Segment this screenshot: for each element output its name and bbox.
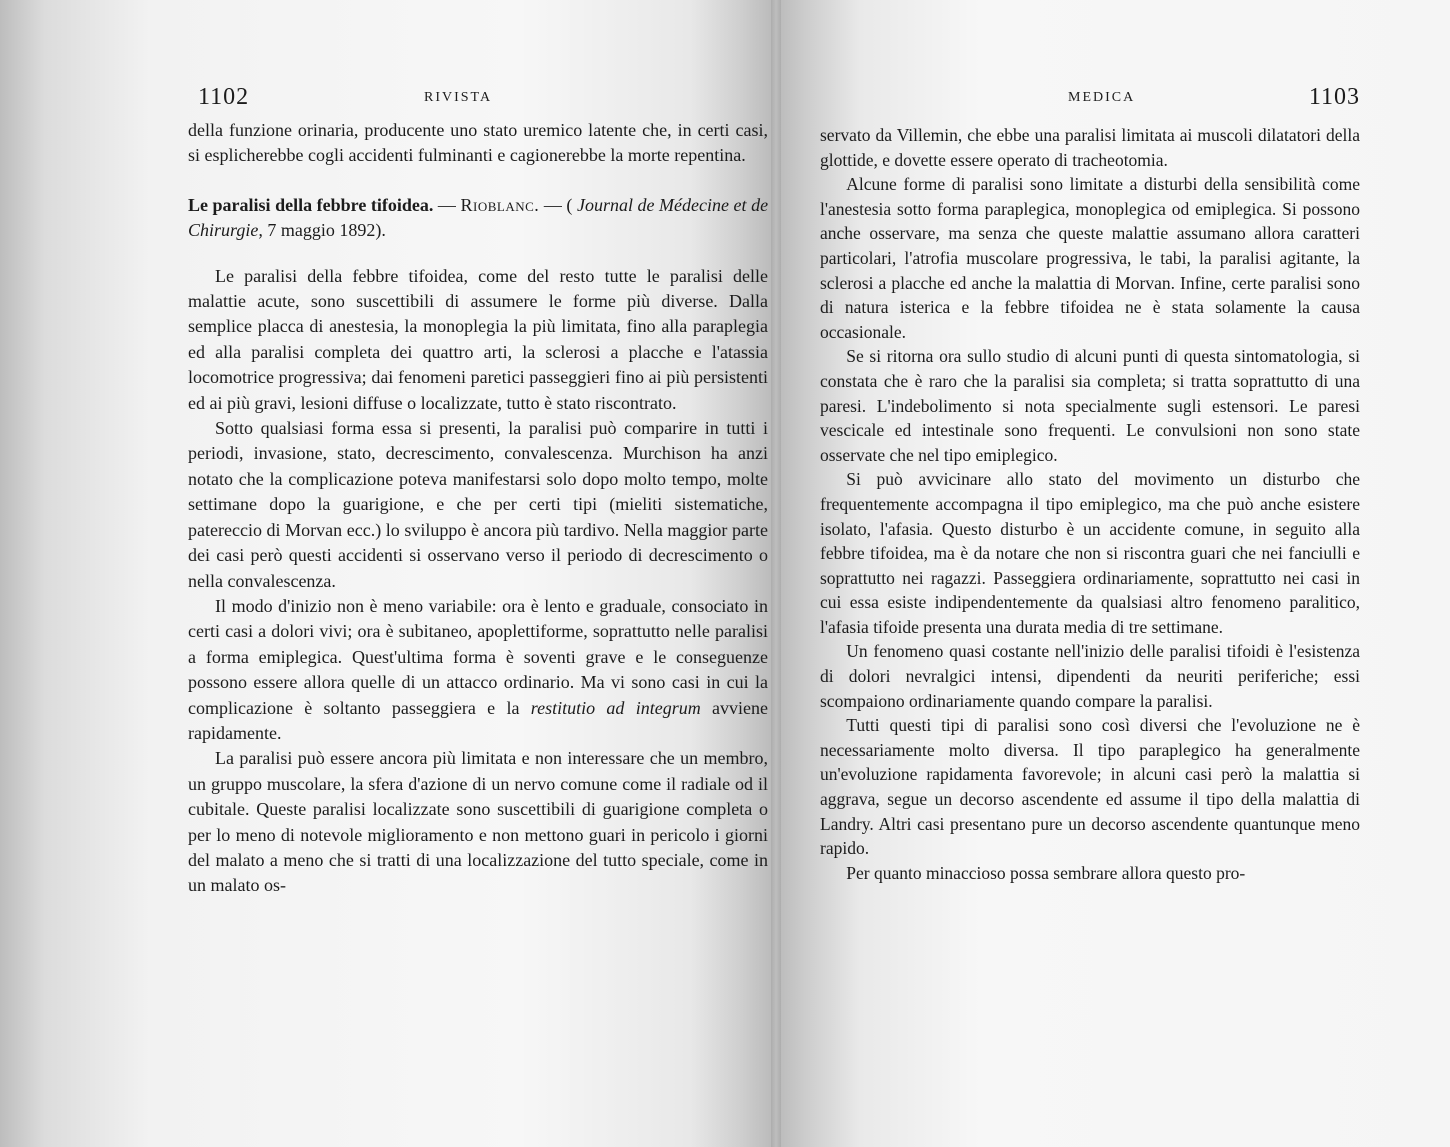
left-running-title: RIVISTA: [424, 90, 493, 105]
left-body-text: [188, 118, 768, 899]
right-paragraph-5: Un fenomeno quasi costante nell'inizio delle paralisi tifoidi è l'esistenza di dolori nevralgici intensi, dipendenti da neuriti periferiche; essi scompaiono ordinariamente quando compare la paralisi.: [820, 641, 1360, 711]
right-paragraph-1: servato da Villemin, che ebbe una paralisi limitata ai muscoli dilatatori della glottide, e dovette essere operato di tracheotomia.: [820, 125, 1360, 170]
right-running-head: [820, 84, 1360, 114]
left-paragraph-3-text: Il modo d'inizio non è meno variabile: ora è lento e graduale, consociato in certi casi a dolori vivi; ora è subitaneo, apoplettiforme, soprattutto nelle paralisi a forma emiplegica. Quest'ultima forma è soventi grave e le conseguenze possono essere allora quelle di un attacco ordinario. Ma vi sono casi in cui la complicazione è soltanto passeggiera e la: [188, 595, 768, 718]
book-gutter: [771, 0, 781, 1147]
article-title: Le paralisi della febbre tifoidea.: [188, 194, 434, 215]
left-running-head: [188, 84, 768, 114]
left-paragraph-1: Le paralisi della febbre tifoidea, come del resto tutte le paralisi delle malattie acute, sono suscettibili di assumere le forme più diverse. Dalla semplice placca di anestesia, la monoplegia la più limitata, fino alla paraplegia ed alla paralisi completa dei quattro arti, la sclerosi a placche e l'atassia locomotrice progressiva; dai fenomeni paretici passeggieri fino ai più persistenti ed ai più gravi, lesioni diffuse o localizzate, tutto è stato riscontrato.: [188, 265, 768, 413]
article-heading: [188, 193, 768, 244]
right-body-text: [820, 123, 1360, 885]
article-source-date: 7 maggio 1892).: [267, 220, 386, 241]
right-paragraph-4: Si può avvicinare allo stato del movimento un disturbo che frequentemente accompagna il tipo emiplegico, ma che può anche esistere isolato, l'afasia. Questo disturbo è un accidente comune, in seguito alla febbre tifoidea, ma è da notare che non si riscontra guari che nei fanciulli e soprattutto nei ragazzi. Passeggiera ordinariamente, soprattutto nei casi in cui essa esiste indipendentemente da qualsiasi altro fenomeno paralitico, l'afasia tifoide presenta una durata media di tre settimane.: [820, 469, 1360, 637]
right-running-title: MEDICA: [1068, 90, 1136, 105]
heading-dash-one: —: [437, 194, 461, 215]
left-paragraph-3: [188, 594, 768, 746]
article-source: Journal de Médecine et de Chirurgie,: [188, 194, 769, 241]
source-open-paren: (: [566, 194, 573, 215]
restitutio-phrase: restitutio ad integrum: [530, 697, 701, 718]
right-page: [820, 0, 1360, 1147]
left-page-number: 1102: [198, 84, 250, 110]
right-paragraph-2: Alcune forme di paralisi sono limitate a disturbi della sensibilità come l'anestesia sotto forma paraplegica, monoplegica od emiplegica. Si possono anche osservare, ma senza che queste malattie assumano allora caratteri particolari, l'atrofia muscolare progressiva, le tabi, la paralisi agitante, la sclerosi a placche ed anche la malattia di Morvan. Infine, certe paralisi sono di natura isterica e la febbre tifoidea ne è stata solamente la causa occasionale.: [820, 174, 1360, 342]
section-gap: [188, 169, 768, 193]
continuation-paragraph: della funzione orinaria, producente uno stato uremico latente che, in certi casi, si esplicherebbe cogli accidenti fulminanti e cagionerebbe la morte repentina.: [188, 120, 768, 166]
right-page-number: 1103: [1308, 84, 1360, 110]
heading-dash-two: —: [543, 194, 567, 215]
restitutio-tail: avviene rapidamente.: [188, 697, 768, 743]
right-paragraph-6: Tutti questi tipi di paralisi sono così diversi che l'evoluzione ne è necessariamente molto diversa. Il tipo paraplegico ha generalmente un'evoluzione rapidamenta favorevole; in alcuni casi però la malattia si aggrava, segue un decorso ascendente ed assume il tipo della malattia di Landry. Altri casi presentano pure un decorso ascendente quantunque meno rapido.: [820, 715, 1360, 859]
right-paragraph-7: Per quanto minaccioso possa sembrare allora questo pro-: [846, 862, 1246, 883]
right-paragraph-3: Se si ritorna ora sullo studio di alcuni punti di questa sintomatologia, si constata che è raro che la paralisi sia completa; si tratta soprattutto di una paresi. L'indebolimento si nota specialmente sugli estensori. Le paresi vescicale ed intestinale sono frequenti. Le convulsioni non sono state osservate che nel tipo emiplegico.: [820, 346, 1360, 465]
left-paragraph-2: Sotto qualsiasi forma essa si presenti, la paralisi può comparire in tutti i periodi, invasione, stato, decrescimento, convalescenza. Murchison ha anzi notato che la complicazione poteva manifestarsi solo dopo molto tempo, molte settimane dopo la guarigione, e che per certi tipi (mieliti sistematiche, patereccio di Morvan ecc.) lo sviluppo è ancora più tardivo. Nella maggior parte dei casi però questi accidenti si osservano verso il periodo di decrescimento o nella convalescenza.: [188, 418, 768, 591]
left-paragraph-4: La paralisi può essere ancora più limitata e non interessare che un membro, un gruppo muscolare, la sfera d'azione di un nervo comune come il radiale od il cubitale. Queste paralisi localizzate sono suscettibili di guarigione completa o per lo meno di notevole miglioramento e non mettono guari in pericolo i giorni del malato a meno che si tratti di una localizzazione del tutto speciale, come in un malato os-: [188, 748, 768, 896]
left-page: [188, 0, 768, 1147]
article-author: Rioblanc.: [460, 194, 540, 215]
